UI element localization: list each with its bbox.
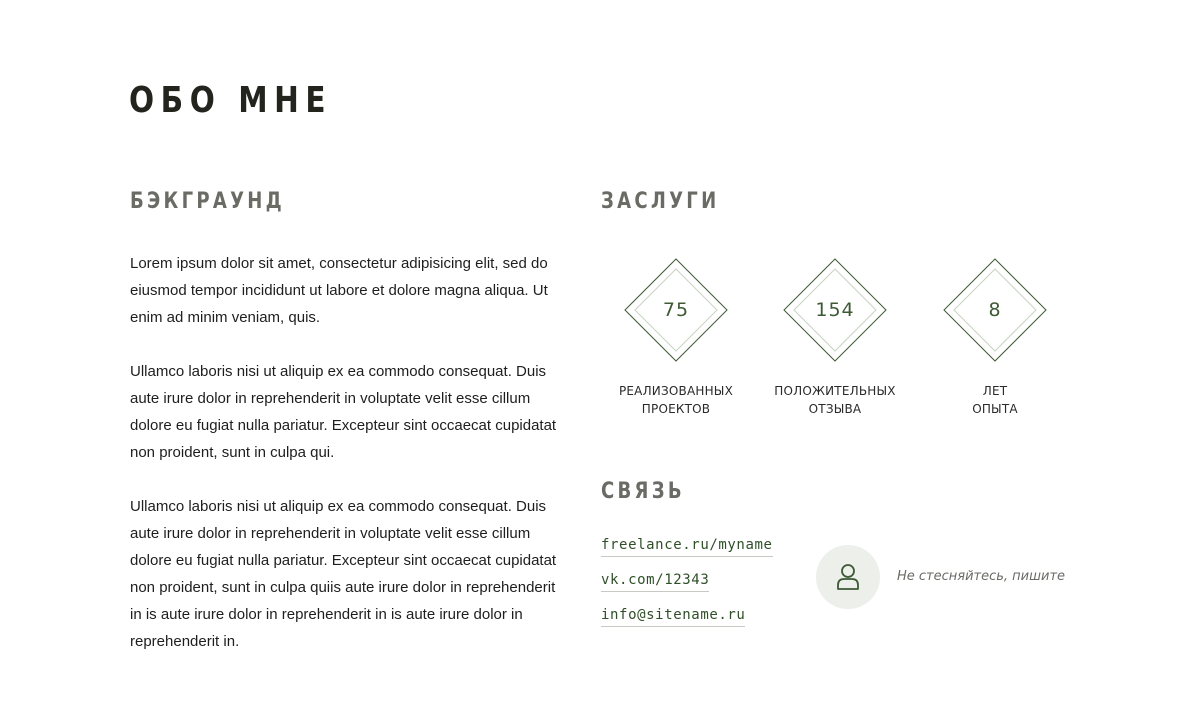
stat-label-line: ОПЫТА bbox=[972, 402, 1018, 416]
email-link[interactable]: info@sitename.ru bbox=[601, 605, 745, 627]
background-paragraph: Ullamco laboris nisi ut aliquip ex ea commodo consequat. Duis aute irure dolor in reprehenderit in voluptate velit esse cillum dolore eu fugiat nulla pariatur. Excepteur sint occaecat cupidatat non proident, sunt in culpa quiis aute irure dolor in reprehenderit in is aute irure dolor in reprehenderit in is aute irure dolor in reprehenderit in. bbox=[130, 498, 557, 650]
contact-links bbox=[601, 535, 773, 640]
avatar[interactable] bbox=[816, 545, 880, 609]
background-text bbox=[130, 250, 570, 682]
contact-note: Не стесняйтесь, пишите bbox=[897, 569, 1066, 584]
diamond-badge bbox=[783, 258, 887, 362]
background-section-title: БЭКГРАУНД bbox=[130, 189, 286, 214]
stat-value: 154 bbox=[815, 299, 855, 321]
diamond-badge bbox=[943, 258, 1047, 362]
vk-link[interactable]: vk.com/12343 bbox=[601, 570, 709, 592]
stat-label bbox=[601, 382, 751, 418]
page-title: ОБО МНЕ bbox=[129, 80, 333, 121]
stat-experience bbox=[920, 258, 1070, 418]
stat-reviews bbox=[760, 258, 910, 418]
background-paragraph: Lorem ipsum dolor sit amet, consectetur adipisicing elit, sed do eiusmod tempor incididunt ut labore et dolore magna aliqua. Ut enim ad minim veniam, quis. bbox=[130, 255, 548, 326]
merits-section-title: ЗАСЛУГИ bbox=[601, 189, 720, 214]
stat-label-line: РЕАЛИЗОВАННЫХ bbox=[618, 384, 734, 398]
stat-value: 75 bbox=[662, 299, 690, 321]
contact-section-title: СВЯЗЬ bbox=[601, 479, 685, 504]
freelance-link[interactable]: freelance.ru/myname bbox=[601, 535, 773, 557]
stat-label bbox=[920, 382, 1070, 418]
stat-label-line: ПОЛОЖИТЕЛЬНЫХ bbox=[774, 384, 896, 398]
stat-value: 8 bbox=[988, 299, 1002, 321]
user-icon bbox=[836, 563, 860, 591]
stat-label bbox=[760, 382, 910, 418]
stat-label-line: ПРОЕКТОВ bbox=[641, 402, 711, 416]
stat-label-line: ОТЗЫВА bbox=[808, 402, 862, 416]
diamond-badge bbox=[624, 258, 728, 362]
stat-projects bbox=[601, 258, 751, 418]
stat-label-line: ЛЕТ bbox=[982, 384, 1008, 398]
background-paragraph: Ullamco laboris nisi ut aliquip ex ea commodo consequat. Duis aute irure dolor in reprehenderit in voluptate velit esse cillum dolore eu fugiat nulla pariatur. Excepteur sint occaecat cupidatat non proident, sunt in culpa qui. bbox=[130, 363, 557, 461]
